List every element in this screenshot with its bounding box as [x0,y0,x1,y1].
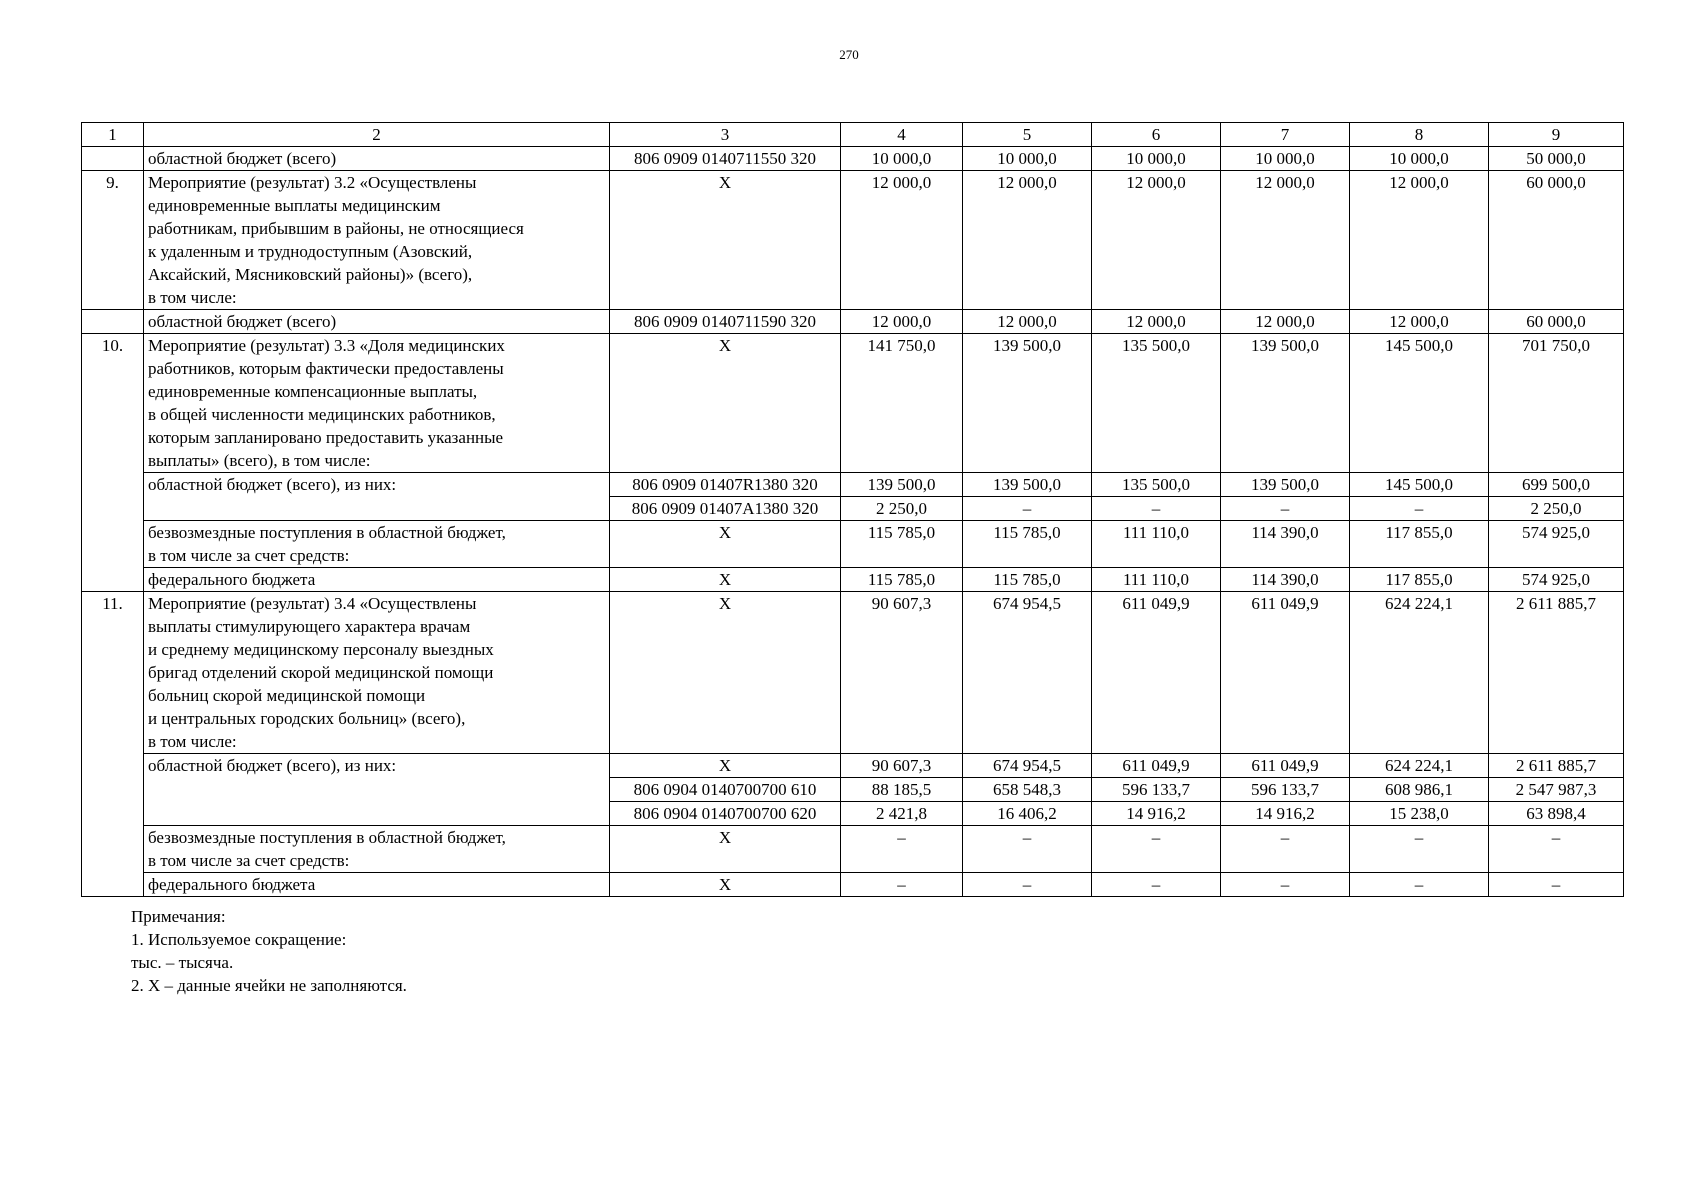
row-index-cell [82,310,144,334]
value-cell: 117 855,0 [1350,568,1489,592]
table-row [82,873,1624,897]
description-line: единовременные выплаты медицинским [148,196,441,215]
value-cell: 114 390,0 [1221,568,1350,592]
description-line: федерального бюджета [148,570,316,589]
description-line: в том числе: [148,288,237,307]
budget-code: 806 0909 0140711550 320 [610,147,841,171]
notes-section [131,905,407,997]
value-cell: – [1489,873,1624,897]
budget-code: X [610,521,841,568]
table-row [82,334,1624,473]
value-cell: – [1092,497,1221,521]
description-line: и центральных городских больниц» (всего), [148,709,466,728]
budget-code: X [610,171,841,310]
description-line: Мероприятие (результат) 3.4 «Осуществлены [148,594,477,613]
description-line: в том числе за счет средств: [148,851,350,870]
header-cell: 5 [963,123,1092,147]
budget-code: 806 0904 0140700700 620 [610,802,841,826]
row-description [144,521,610,568]
value-cell: 624 224,1 [1350,592,1489,754]
row-description [144,826,610,873]
value-cell: – [841,826,963,873]
value-cell: 12 000,0 [1221,310,1350,334]
value-cell: 596 133,7 [1092,778,1221,802]
value-cell: 624 224,1 [1350,754,1489,778]
description-line: областной бюджет (всего) [148,149,337,168]
value-cell: – [1221,873,1350,897]
value-cell: 12 000,0 [1221,171,1350,310]
description-line: выплаты» (всего), в том числе: [148,451,371,470]
value-cell: 90 607,3 [841,754,963,778]
description-line: безвозмездные поступления в областной бюджет, [148,523,506,542]
header-cell: 1 [82,123,144,147]
value-cell: 12 000,0 [841,171,963,310]
description-line: больниц скорой медицинской помощи [148,686,426,705]
value-cell: 2 611 885,7 [1489,754,1624,778]
note-line: тыс. – тысяча. [131,953,234,972]
value-cell: 608 986,1 [1350,778,1489,802]
value-cell: 2 547 987,3 [1489,778,1624,802]
value-cell: 574 925,0 [1489,568,1624,592]
description-line: областной бюджет (всего), из них: [148,475,397,494]
header-cell: 9 [1489,123,1624,147]
table-row [82,521,1624,568]
note-line: 2. X – данные ячейки не заполняются. [131,976,407,995]
value-cell: 14 916,2 [1221,802,1350,826]
value-cell: 611 049,9 [1221,754,1350,778]
value-cell: 139 500,0 [963,334,1092,473]
value-cell: 90 607,3 [841,592,963,754]
budget-code: 806 0909 0140711590 320 [610,310,841,334]
value-cell: 10 000,0 [963,147,1092,171]
value-cell: 145 500,0 [1350,473,1489,497]
value-cell: 115 785,0 [841,521,963,568]
value-cell: 596 133,7 [1221,778,1350,802]
budget-code: X [610,873,841,897]
description-line: в том числе за счет средств: [148,546,350,565]
budget-code: 806 0904 0140700700 610 [610,778,841,802]
description-line: областной бюджет (всего), из них: [148,756,397,775]
table-row [82,592,1624,754]
header-cell: 7 [1221,123,1350,147]
value-cell: – [963,497,1092,521]
row-description [144,754,610,826]
row-index: 9. [82,171,144,310]
value-cell: 60 000,0 [1489,171,1624,310]
table-row [82,568,1624,592]
value-cell: 117 855,0 [1350,521,1489,568]
description-line: выплаты стимулирующего характера врачам [148,617,471,636]
value-cell: 60 000,0 [1489,310,1624,334]
value-cell: 139 500,0 [841,473,963,497]
description-line: работникам, прибывшим в районы, не относящиеся [148,219,524,238]
value-cell: – [963,873,1092,897]
value-cell: 111 110,0 [1092,568,1221,592]
description-line: к удаленным и труднодоступным (Азовский, [148,242,473,261]
value-cell: 111 110,0 [1092,521,1221,568]
description-line: Мероприятие (результат) 3.3 «Доля медицинских [148,336,505,355]
description-line: и среднему медицинскому персоналу выездных [148,640,494,659]
value-cell: 611 049,9 [1221,592,1350,754]
table-row [82,147,1624,171]
value-cell: – [963,826,1092,873]
value-cell: 10 000,0 [1221,147,1350,171]
description-line: безвозмездные поступления в областной бюджет, [148,828,506,847]
table-row [82,473,1624,497]
value-cell: 141 750,0 [841,334,963,473]
row-index: 11. [82,592,144,897]
value-cell: – [841,873,963,897]
value-cell: – [1221,497,1350,521]
value-cell: 135 500,0 [1092,473,1221,497]
description-line: бригад отделений скорой медицинской помощи [148,663,494,682]
header-cell: 2 [144,123,610,147]
value-cell: 12 000,0 [963,310,1092,334]
value-cell: – [1092,826,1221,873]
page-number: 270 [839,47,859,62]
table-header-row [82,123,1624,147]
value-cell: 2 250,0 [1489,497,1624,521]
value-cell: – [1489,826,1624,873]
table-row [82,754,1624,778]
header-cell: 8 [1350,123,1489,147]
value-cell: 12 000,0 [1092,171,1221,310]
header-cell: 4 [841,123,963,147]
note-line: 1. Используемое сокращение: [131,930,347,949]
value-cell: 658 548,3 [963,778,1092,802]
budget-code: 806 0909 01407R1380 320 [610,473,841,497]
description-line: Мероприятие (результат) 3.2 «Осуществлены [148,173,477,192]
value-cell: 14 916,2 [1092,802,1221,826]
value-cell: 611 049,9 [1092,754,1221,778]
value-cell: 50 000,0 [1489,147,1624,171]
description-line: федерального бюджета [148,875,316,894]
value-cell: 611 049,9 [1092,592,1221,754]
row-description [144,171,610,310]
header-cell: 6 [1092,123,1221,147]
value-cell: – [1350,497,1489,521]
table-row [82,310,1624,334]
value-cell: 12 000,0 [1350,310,1489,334]
header-cell: 3 [610,123,841,147]
budget-code: 806 0909 01407A1380 320 [610,497,841,521]
value-cell: – [1350,826,1489,873]
value-cell: 114 390,0 [1221,521,1350,568]
budget-code: X [610,754,841,778]
description-line: которым запланировано предоставить указанные [148,428,504,447]
description-line: в том числе: [148,732,237,751]
value-cell: 10 000,0 [1092,147,1221,171]
table-row [82,171,1624,310]
description-line: областной бюджет (всего) [148,312,337,331]
description-line: в общей численности медицинских работников, [148,405,496,424]
value-cell: 674 954,5 [963,592,1092,754]
row-description [144,334,610,473]
value-cell: 12 000,0 [1350,171,1489,310]
budget-code: X [610,334,841,473]
value-cell: 139 500,0 [1221,473,1350,497]
value-cell: – [1221,826,1350,873]
value-cell: 12 000,0 [1092,310,1221,334]
value-cell: 88 185,5 [841,778,963,802]
value-cell: 12 000,0 [841,310,963,334]
value-cell: 699 500,0 [1489,473,1624,497]
value-cell: 674 954,5 [963,754,1092,778]
row-description [144,473,610,521]
description-line: работников, которым фактически предоставлены [148,359,504,378]
row-index: 10. [82,334,144,592]
budget-code: X [610,568,841,592]
value-cell: – [1092,873,1221,897]
row-description [144,310,610,334]
value-cell: 10 000,0 [841,147,963,171]
description-line: единовременные компенсационные выплаты, [148,382,478,401]
value-cell: – [1350,873,1489,897]
value-cell: 16 406,2 [963,802,1092,826]
description-line: Аксайский, Мясниковский районы)» (всего), [148,265,473,284]
value-cell: 135 500,0 [1092,334,1221,473]
value-cell: 139 500,0 [1221,334,1350,473]
value-cell: 10 000,0 [1350,147,1489,171]
value-cell: 145 500,0 [1350,334,1489,473]
row-index-cell [82,147,144,171]
budget-code: X [610,592,841,754]
budget-code: X [610,826,841,873]
row-description [144,592,610,754]
value-cell: 2 421,8 [841,802,963,826]
value-cell: 139 500,0 [963,473,1092,497]
table-row [82,826,1624,873]
value-cell: 574 925,0 [1489,521,1624,568]
value-cell: 2 611 885,7 [1489,592,1624,754]
value-cell: 115 785,0 [841,568,963,592]
value-cell: 12 000,0 [963,171,1092,310]
row-description [144,873,610,897]
row-description [144,568,610,592]
row-description [144,147,610,171]
value-cell: 115 785,0 [963,568,1092,592]
notes-heading: Примечания: [131,907,226,926]
value-cell: 63 898,4 [1489,802,1624,826]
value-cell: 115 785,0 [963,521,1092,568]
budget-table [81,122,1624,897]
value-cell: 15 238,0 [1350,802,1489,826]
value-cell: 2 250,0 [841,497,963,521]
value-cell: 701 750,0 [1489,334,1624,473]
